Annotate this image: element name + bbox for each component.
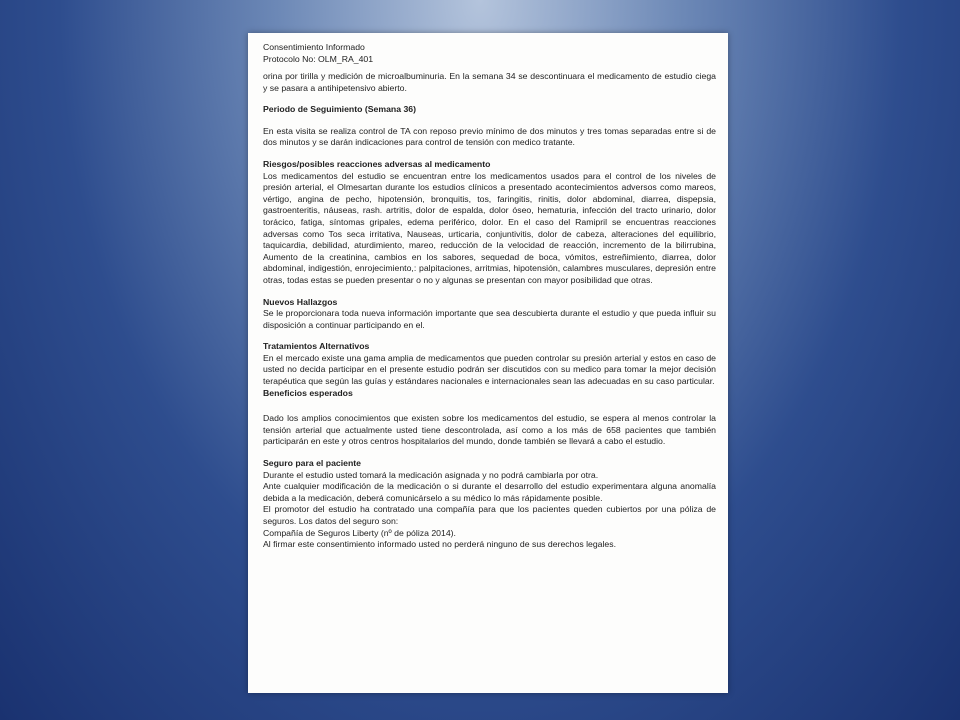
seguro-heading: Seguro para el paciente — [263, 458, 362, 469]
beneficios-heading: Beneficios esperados — [263, 387, 353, 398]
seguimiento-heading: Periodo de Seguimiento (Semana 36) — [263, 104, 417, 115]
riesgos-text: Los medicamentos del estudio se encuentran entre los medicamentos usados para el control de los niveles de presión arterial, el Olmesartan durante los estudios clínicos a presentado acontecimientos adversos como mareos, vértigo, angina de pecho, hipotensión, bronquitis, tos, faringitis, rinitis, dolor abdominal, diarrea, dispepsia, gastroenteritis, náuseas, rash. artritis, dolor de espalda, dolor óseo, hematuria, infección del tracto urinario, dolor torácico, fatiga, síntomas gripales, edema periférico, dolor. En el caso del Ramipril se encuentras reacciones adversas como Tos seca irritativa, Nauseas, urticaria, conjuntivitis, dolor de cabeza, alteraciones del equilibrio, taquicardia, debilidad, aturdimiento, mareo, reducción de la velocidad de reacción, incremento de la bilirrubina, Aumento de la creatinina, cambios en los sabores, sequedad de boca, vómitos, estreñimiento, diarrea, dolor abdominal, indigestión, enrojecimiento,: palpitaciones, arritmias, hipotensión, calambres musculares, depresión entre otras, todas estas se pueden presentar o no y algunas se presentan con mayor posibilidad que otras. — [263, 170, 716, 285]
riesgos-heading: Riesgos/posibles reacciones adversas al medicamento — [263, 158, 491, 169]
seguro-line-2: Ante cualquier modificación de la medicación o si durante el desarrollo del estudio experimentara alguna anomalía debida a la medicación, deberá comunicárselo a su médico lo más rápidamente posible. — [263, 481, 716, 503]
protocol-number: Protocolo No: OLM_RA_401 — [263, 54, 374, 64]
document-page — [248, 33, 728, 693]
seguro-line-5: Al firmar este consentimiento informado usted no perderá ninguno de sus derechos legales. — [263, 539, 617, 550]
seguro-line-1: Durante el estudio usted tomará la medicación asignada y no podrá cambiarla por otra. — [263, 469, 599, 480]
hallazgos-text: Se le proporcionara toda nueva información importante que sea descubierta durante el estudio y que pueda influir su disposición a continuar participando en el. — [263, 308, 716, 330]
seguro-line-4: Compañía de Seguros Liberty (nº de póliza 2014). — [263, 527, 456, 538]
intro-paragraph: orina por tirilla y medición de microalbuminuria. En la semana 34 se descontinuara el medicamento de estudio ciega y se pasara a antihipetensivo abierto. — [263, 71, 716, 93]
seguimiento-text: En esta visita se realiza control de TA con reposo previo mínimo de dos minutos y tres tomas separadas entre si de dos minutos y se darán indicaciones para control de tensión con medico tratante. — [263, 125, 716, 148]
tratamientos-heading: Tratamientos Alternativos — [263, 341, 370, 352]
beneficios-text: Dado los amplios conocimientos que existen sobre los medicamentos del estudio, se espera al menos controlar la tensión arterial que actualmente usted tiene descontrolada, así como a los más de 658 pacientes que también participarán en este y otros centros hospitalarios del mundo, donde también se llevará a cabo el estudio. — [263, 413, 716, 447]
tratamientos-text: En el mercado existe una gama amplia de medicamentos que pueden controlar su presión arterial y estos en caso de usted no decida participar en el presente estudio podrán ser discutidos con su medico para tomar la mejor decisión terapéutica que según las guías y estándares nacionales e internacionales sean las adecuadas en su caso particular. — [263, 352, 716, 387]
seguro-line-3: El promotor del estudio ha contratado una compañía para que los pacientes queden cubiertos por una póliza de seguros. Los datos del seguro son: — [263, 504, 716, 526]
document-header — [263, 41, 716, 65]
document-title: Consentimiento Informado — [263, 42, 365, 52]
hallazgos-heading: Nuevos Hallazgos — [263, 296, 338, 307]
